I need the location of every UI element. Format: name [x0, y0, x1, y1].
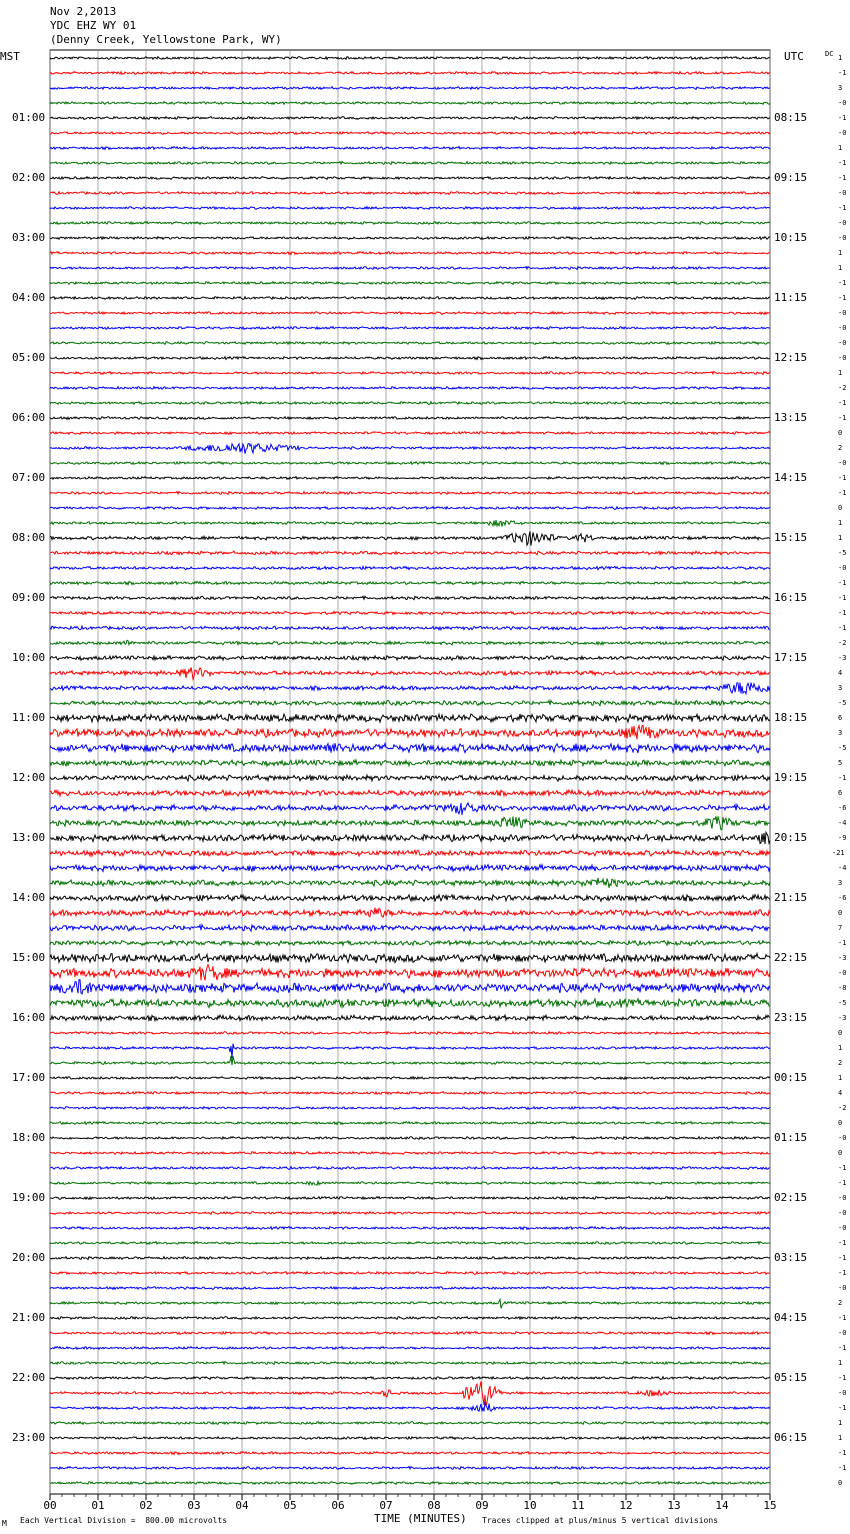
seismic-trace — [50, 980, 770, 994]
dc-offset-value: -0 — [838, 564, 847, 572]
dc-offset-value: -1 — [838, 1239, 847, 1247]
dc-offset-value: -1 — [838, 489, 847, 497]
seismic-trace — [50, 1032, 770, 1035]
seismic-trace — [50, 162, 770, 165]
seismic-trace — [50, 1242, 770, 1245]
dc-offset-value: -1 — [838, 279, 847, 287]
header-station: YDC EHZ WY 01 — [50, 19, 137, 32]
seismic-trace — [50, 999, 770, 1008]
utc-hour-label: 23:15 — [774, 1011, 808, 1024]
x-tick-label: 06 — [331, 1499, 345, 1512]
utc-hour-label: 02:15 — [774, 1191, 808, 1204]
seismic-trace — [50, 282, 770, 285]
x-tick-label: 14 — [715, 1499, 729, 1512]
mst-hour-label: 06:00 — [12, 411, 46, 424]
dc-offset-value: -1 — [838, 939, 847, 947]
dc-offset-value: -1 — [838, 594, 847, 602]
dc-offset-value: -1 — [838, 1464, 847, 1472]
dc-offset-value: -0 — [838, 309, 847, 317]
dc-offset-value: 0 — [838, 429, 843, 437]
seismic-trace — [50, 760, 770, 766]
mst-hour-label: 04:00 — [12, 291, 46, 304]
mst-hour-label: 02:00 — [12, 171, 46, 184]
dc-offset-value: -1 — [838, 174, 847, 182]
seismic-trace — [50, 581, 770, 584]
seismic-trace — [50, 850, 770, 856]
dc-offset-value: -0 — [838, 1209, 847, 1217]
seismic-trace — [50, 372, 770, 375]
seismic-trace — [50, 775, 770, 781]
dc-offset-value: -5 — [838, 744, 847, 752]
seismic-trace — [50, 1299, 770, 1308]
x-tick-label: 05 — [283, 1499, 297, 1512]
seismic-trace — [50, 1317, 770, 1320]
seismic-trace — [50, 417, 770, 420]
dc-offset-value: -1 — [838, 579, 847, 587]
dc-offset-value: 0 — [838, 909, 843, 917]
seismic-trace — [50, 790, 770, 796]
utc-hour-label: 01:15 — [774, 1131, 808, 1144]
dc-offset-value: -1 — [838, 1374, 847, 1382]
seismic-trace — [50, 895, 770, 902]
seismic-trace — [50, 312, 770, 315]
seismic-trace — [50, 1152, 770, 1155]
dc-offset-value: 1 — [838, 369, 843, 377]
dc-offset-value: -2 — [838, 384, 847, 392]
dc-offset-value: -0 — [838, 969, 847, 977]
x-tick-label: 07 — [379, 1499, 393, 1512]
x-tick-label: 11 — [571, 1499, 585, 1512]
dc-offset-value: -1 — [838, 1164, 847, 1172]
utc-hour-label: 04:15 — [774, 1311, 808, 1324]
x-tick-label: 15 — [763, 1499, 777, 1512]
dc-offset-value: 0 — [838, 1119, 843, 1127]
seismic-trace — [50, 57, 770, 60]
seismic-trace — [50, 444, 770, 454]
seismic-trace — [50, 743, 770, 753]
mst-hour-label: 11:00 — [12, 711, 46, 724]
seismic-trace — [50, 1197, 770, 1200]
seismic-trace — [50, 1212, 770, 1215]
dc-offset-value: -0 — [838, 129, 847, 137]
dc-offset-value: 1 — [838, 1044, 843, 1052]
seismic-trace — [50, 725, 770, 739]
seismic-trace — [50, 596, 770, 599]
dc-offset-value: -5 — [838, 999, 847, 1007]
scale-note: Each Vertical Division = 800.00 microvolts — [20, 1516, 228, 1525]
dc-offset-value: -1 — [838, 204, 847, 212]
x-tick-label: 08 — [427, 1499, 441, 1512]
dc-offset-value: -1 — [838, 1449, 847, 1457]
seismic-trace — [50, 357, 770, 360]
utc-hour-label: 15:15 — [774, 531, 808, 544]
seismic-trace — [50, 1227, 770, 1230]
dc-offset-value: -0 — [838, 1134, 847, 1142]
dc-offset-value: 7 — [838, 924, 843, 932]
seismic-trace — [50, 878, 770, 888]
dc-offset-value: 2 — [838, 1059, 843, 1067]
dc-offset-value: -0 — [838, 219, 847, 227]
seismic-trace — [50, 1122, 770, 1125]
utc-hour-label: 09:15 — [774, 171, 808, 184]
dc-offset-value: -1 — [838, 474, 847, 482]
mst-hour-label: 15:00 — [12, 951, 46, 964]
dc-offset-value: -0 — [838, 1284, 847, 1292]
utc-hour-label: 11:15 — [774, 291, 808, 304]
seismic-trace — [50, 551, 770, 555]
dc-offset-value: -0 — [838, 339, 847, 347]
dc-offset-value: -4 — [838, 819, 847, 827]
dc-offset-value: 1 — [838, 1359, 843, 1367]
utc-hour-label: 18:15 — [774, 711, 808, 724]
dc-offset-value: 1 — [838, 1434, 843, 1442]
seismic-trace — [50, 102, 770, 105]
x-tick-label: 13 — [667, 1499, 681, 1512]
seismic-trace — [50, 1077, 770, 1080]
dc-offset-value: 3 — [838, 684, 843, 692]
dc-offset-value: -2 — [838, 639, 847, 647]
dc-offset-value: -1 — [838, 1254, 847, 1262]
dc-offset-value: 0 — [838, 504, 843, 512]
seismic-trace — [50, 72, 770, 75]
dc-offset-value: 1 — [838, 1074, 843, 1082]
x-tick-label: 02 — [139, 1499, 153, 1512]
seismic-trace — [50, 566, 770, 569]
dc-offset-value: 5 — [838, 759, 843, 767]
x-tick-label: 04 — [235, 1499, 249, 1512]
utc-hour-label: 22:15 — [774, 951, 808, 964]
seismic-trace — [50, 965, 770, 981]
header-location: (Denny Creek, Yellowstone Park, WY) — [50, 33, 282, 46]
utc-hour-label: 19:15 — [774, 771, 808, 784]
dc-offset-value: -8 — [838, 984, 847, 992]
seismic-trace — [50, 611, 770, 614]
seismic-trace — [50, 832, 770, 844]
dc-offset-value: 1 — [838, 534, 843, 542]
mst-hour-label: 23:00 — [12, 1431, 46, 1444]
dc-offset-value: 1 — [838, 249, 843, 257]
mst-hour-label: 07:00 — [12, 471, 46, 484]
mst-hour-label: 14:00 — [12, 891, 46, 904]
x-tick-label: 00 — [43, 1499, 57, 1512]
dc-offset-value: 0 — [838, 1479, 843, 1487]
seismic-trace — [50, 1381, 770, 1406]
seismic-trace — [50, 252, 770, 255]
utc-hour-label: 20:15 — [774, 831, 808, 844]
mst-hour-label: 01:00 — [12, 111, 46, 124]
dc-offset-value: -4 — [838, 864, 847, 872]
seismic-trace — [50, 432, 770, 435]
seismic-trace — [50, 507, 770, 510]
mst-hour-label: 21:00 — [12, 1311, 46, 1324]
seismic-trace — [50, 267, 770, 270]
dc-offset-value: -1 — [838, 609, 847, 617]
seismic-trace — [50, 132, 770, 135]
mst-hour-label: 12:00 — [12, 771, 46, 784]
seismic-trace — [50, 1452, 770, 1455]
seismic-trace — [50, 656, 770, 660]
seismic-trace — [50, 1272, 770, 1275]
dc-offset-value: -21 — [832, 849, 845, 857]
utc-hour-label: 17:15 — [774, 651, 808, 664]
dc-offset-value: -0 — [838, 324, 847, 332]
utc-hour-label: 00:15 — [774, 1071, 808, 1084]
seismic-trace — [50, 387, 770, 390]
seismic-trace — [50, 683, 770, 694]
seismic-trace — [50, 1437, 770, 1440]
seismic-trace — [50, 925, 770, 931]
dc-offset-value: -0 — [838, 1329, 847, 1337]
dc-offset-value: -1 — [838, 159, 847, 167]
dc-offset-value: -1 — [838, 1179, 847, 1187]
mst-hour-label: 10:00 — [12, 651, 46, 664]
dc-offset-value: 2 — [838, 1299, 843, 1307]
dc-offset-value: 2 — [838, 444, 843, 452]
mst-hour-label: 19:00 — [12, 1191, 46, 1204]
dc-offset-value: 1 — [838, 1419, 843, 1427]
seismic-trace — [50, 327, 770, 330]
x-tick-label: 03 — [187, 1499, 201, 1512]
seismic-trace — [50, 1257, 770, 1260]
seismic-trace — [50, 1377, 770, 1380]
utc-hour-label: 10:15 — [774, 231, 808, 244]
dc-offset-value: 0 — [838, 1029, 843, 1037]
seismic-trace — [50, 1107, 770, 1110]
x-tick-label: 09 — [475, 1499, 489, 1512]
dc-offset-value: -0 — [838, 1194, 847, 1202]
seismic-trace — [50, 117, 770, 120]
mst-hour-label: 16:00 — [12, 1011, 46, 1024]
mst-hour-label: 03:00 — [12, 231, 46, 244]
seismic-trace — [50, 803, 770, 815]
seismic-trace — [50, 1044, 770, 1059]
seismic-trace — [50, 192, 770, 195]
x-tick-label: 12 — [619, 1499, 633, 1512]
header-date: Nov 2,2013 — [50, 5, 117, 18]
seismic-trace — [50, 177, 770, 180]
mst-hour-label: 17:00 — [12, 1071, 46, 1084]
dc-offset-value: -1 — [838, 114, 847, 122]
x-tick-label: 01 — [91, 1499, 105, 1512]
mst-hour-label: 18:00 — [12, 1131, 46, 1144]
seismic-trace — [50, 1362, 770, 1365]
mst-hour-label: 08:00 — [12, 531, 46, 544]
dc-offset-value: -0 — [838, 234, 847, 242]
dc-offset-value: 1 — [838, 144, 843, 152]
utc-hour-label: 05:15 — [774, 1371, 808, 1384]
mst-hour-label: 09:00 — [12, 591, 46, 604]
seismic-trace — [50, 1092, 770, 1095]
dc-offset-value: -1 — [838, 1404, 847, 1412]
seismic-trace — [50, 531, 770, 545]
seismic-trace — [50, 1167, 770, 1170]
dc-offset-value: 1 — [838, 54, 843, 62]
utc-hour-label: 14:15 — [774, 471, 808, 484]
seismic-trace — [50, 87, 770, 90]
seismic-trace — [50, 520, 770, 527]
utc-hour-label: 21:15 — [774, 891, 808, 904]
utc-hour-label: 13:15 — [774, 411, 808, 424]
seismic-trace — [50, 1056, 770, 1065]
x-tick-label: 10 — [523, 1499, 537, 1512]
seismic-trace — [50, 1347, 770, 1350]
mst-hour-label: 20:00 — [12, 1251, 46, 1264]
dc-column-label: DC — [825, 50, 834, 58]
dc-offset-value: -1 — [838, 774, 847, 782]
seismic-trace — [50, 1181, 770, 1185]
dc-offset-value: -3 — [838, 654, 847, 662]
seismic-trace — [50, 342, 770, 345]
seismic-trace — [50, 207, 770, 210]
utc-hour-label: 12:15 — [774, 351, 808, 364]
seismic-trace — [50, 700, 770, 705]
seismic-trace — [50, 1422, 770, 1425]
utc-hour-label: 08:15 — [774, 111, 808, 124]
seismic-trace — [50, 1467, 770, 1470]
seismic-trace — [50, 492, 770, 495]
dc-offset-value: -6 — [838, 894, 847, 902]
dc-offset-value: -1 — [838, 624, 847, 632]
dc-offset-value: -5 — [838, 549, 847, 557]
x-axis-title: TIME (MINUTES) — [374, 1512, 467, 1525]
dc-offset-value: -9 — [838, 834, 847, 842]
seismic-trace — [50, 667, 770, 679]
seismic-trace — [50, 477, 770, 480]
utc-hour-label: 16:15 — [774, 591, 808, 604]
left-timezone-label: MST — [0, 50, 20, 63]
utc-hour-label: 06:15 — [774, 1431, 808, 1444]
dc-offset-value: -0 — [838, 99, 847, 107]
dc-offset-value: 6 — [838, 789, 843, 797]
mst-hour-label: 05:00 — [12, 351, 46, 364]
seismic-trace — [50, 1287, 770, 1290]
dc-offset-value: 4 — [838, 669, 843, 677]
seismic-trace — [50, 297, 770, 300]
mst-hour-label: 22:00 — [12, 1371, 46, 1384]
seismic-trace — [50, 941, 770, 946]
dc-offset-value: -5 — [838, 699, 847, 707]
seismic-trace — [50, 462, 770, 465]
seismic-trace — [50, 816, 770, 830]
plot-frame — [50, 50, 770, 1494]
dc-offset-value: -3 — [838, 1014, 847, 1022]
dc-offset-value: -6 — [838, 804, 847, 812]
seismic-trace — [50, 222, 770, 225]
seismic-trace — [50, 402, 770, 405]
seismic-trace — [50, 626, 770, 630]
seismic-trace — [50, 1482, 770, 1485]
seismic-trace — [50, 640, 770, 645]
seismic-trace — [50, 714, 770, 722]
seismic-trace — [50, 1332, 770, 1335]
dc-offset-value: -1 — [838, 1314, 847, 1322]
dc-offset-value: -0 — [838, 459, 847, 467]
dc-offset-value: 1 — [838, 264, 843, 272]
dc-offset-value: -0 — [838, 354, 847, 362]
corner-mark: M — [2, 1519, 7, 1528]
utc-hour-label: 03:15 — [774, 1251, 808, 1264]
right-timezone-label: UTC — [784, 50, 804, 63]
dc-offset-value: -2 — [838, 1104, 847, 1112]
dc-offset-value: -0 — [838, 189, 847, 197]
seismic-trace — [50, 908, 770, 918]
dc-offset-value: -0 — [838, 1224, 847, 1232]
dc-offset-value: -0 — [838, 1389, 847, 1397]
dc-offset-value: 3 — [838, 84, 843, 92]
seismic-trace — [50, 1015, 770, 1021]
dc-offset-value: 1 — [838, 519, 843, 527]
seismic-trace — [50, 237, 770, 240]
dc-offset-value: 4 — [838, 1089, 843, 1097]
dc-offset-value: 6 — [838, 714, 843, 722]
seismic-trace — [50, 865, 770, 872]
dc-offset-value: -1 — [838, 399, 847, 407]
seismic-trace — [50, 954, 770, 963]
seismic-trace — [50, 147, 770, 150]
dc-offset-value: -1 — [838, 414, 847, 422]
dc-offset-value: -3 — [838, 954, 847, 962]
dc-offset-value: -1 — [838, 1344, 847, 1352]
dc-offset-value: -1 — [838, 1269, 847, 1277]
clip-note: Traces clipped at plus/minus 5 vertical divisions — [482, 1516, 719, 1525]
dc-offset-value: 3 — [838, 879, 843, 887]
seismic-trace — [50, 1137, 770, 1140]
dc-offset-value: 3 — [838, 729, 843, 737]
dc-offset-value: -1 — [838, 294, 847, 302]
dc-offset-value: -1 — [838, 69, 847, 77]
mst-hour-label: 13:00 — [12, 831, 46, 844]
dc-offset-value: 0 — [838, 1149, 843, 1157]
seismic-trace — [50, 1402, 770, 1411]
